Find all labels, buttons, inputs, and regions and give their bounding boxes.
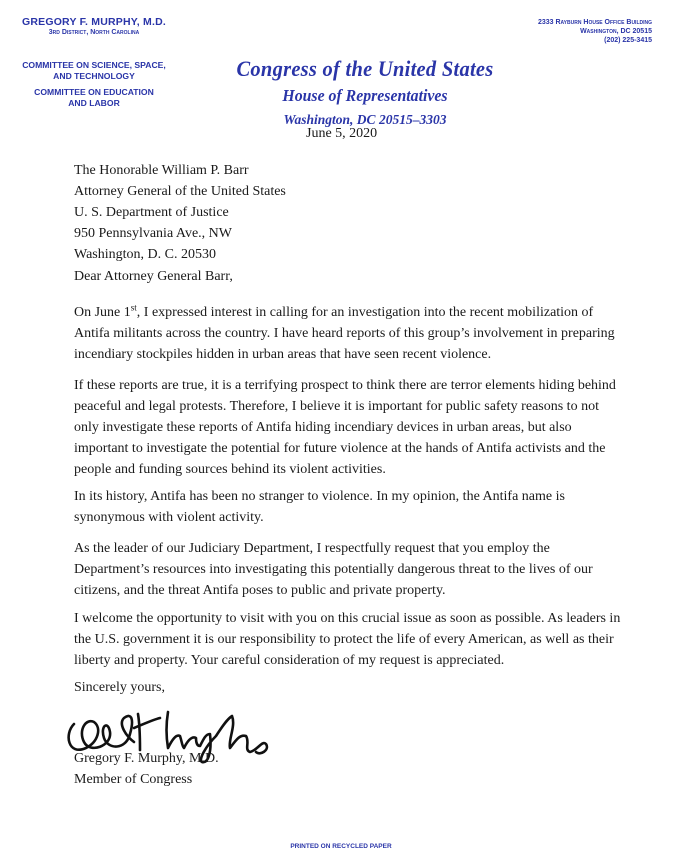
signature-block	[74, 748, 219, 790]
recycled-paper-note: PRINTED ON RECYCLED PAPER	[290, 843, 392, 850]
paragraph-2: If these reports are true, it is a terrifying prospect to think there are terror elements hiding behind peaceful and legal protests. Therefore, I believe it is important for public safety reasons to not only investigate these reports of Antifa hiding incendiary devices in urban areas, but also important to investigate the potential for future violence at the hands of Antifa activists and the people and funding sources behind its violent activities.	[74, 378, 616, 477]
letterhead	[200, 56, 530, 128]
letter-date: June 5, 2020	[306, 126, 378, 141]
committee-line: COMMITTEE ON EDUCATION	[34, 87, 154, 97]
address-line: Washington, D. C. 20530	[74, 247, 216, 262]
p1-sup: st	[130, 302, 137, 313]
committee-line: COMMITTEE ON SCIENCE, SPACE,	[22, 60, 166, 70]
member-header	[0, 16, 188, 109]
office-line: 2333 Rayburn House Office Building	[537, 19, 652, 26]
congress-title: Congress of the United States	[236, 56, 494, 81]
signer-title: Member of Congress	[74, 772, 193, 787]
recipient-address	[74, 160, 622, 265]
city-zip: Washington, DC 20515–3303	[283, 112, 447, 127]
address-line: The Honorable William P. Barr	[74, 163, 249, 178]
committee-line: AND LABOR	[68, 98, 120, 108]
address-line: Attorney General of the United States	[74, 184, 286, 199]
house-title: House of Representatives	[282, 86, 448, 105]
paragraph-5: I welcome the opportunity to visit with you on this crucial issue as soon as possible. As leaders in the U.S. government it is our responsibility to protect the life of every American, as well as their liberty and property. Your careful consideration of my request is appreciated.	[74, 611, 621, 668]
office-line: Washington, DC 20515	[580, 28, 652, 35]
office-address	[482, 18, 652, 45]
address-line: 950 Pennsylvania Ave., NW	[74, 226, 232, 241]
committee-education	[0, 87, 188, 109]
paragraph-4: As the leader of our Judiciary Department, I respectfully request that you employ the Department’s resources into investigating this potentially dangerous threat to the lives of our citizens, and the threat Antifa poses to public and private property.	[74, 541, 593, 598]
committee-science	[0, 60, 188, 82]
paragraph-3: In its history, Antifa has been no stranger to violence. In my opinion, the Antifa name is synonymous with violent activity.	[74, 489, 565, 525]
committee-line: AND TECHNOLOGY	[53, 71, 135, 81]
paragraph-1	[74, 302, 622, 365]
salutation: Dear Attorney General Barr,	[74, 269, 233, 284]
signer-name: Gregory F. Murphy, M.D.	[74, 751, 219, 766]
closing: Sincerely yours,	[74, 680, 165, 695]
district: 3rd District, North Carolina	[48, 29, 140, 36]
office-line: (202) 225-3415	[604, 37, 652, 44]
address-line: U. S. Department of Justice	[74, 205, 229, 220]
p1-rest: , I expressed interest in calling for an investigation into the recent mobilization of Antifa militants across the country. I have heard reports of this group’s involvement in preparing incendiary stockpiles hidden in urban areas that have seen recent violence.	[74, 305, 615, 362]
p1-start: On June 1	[74, 305, 131, 320]
member-name: GREGORY F. MURPHY, M.D.	[21, 16, 167, 28]
